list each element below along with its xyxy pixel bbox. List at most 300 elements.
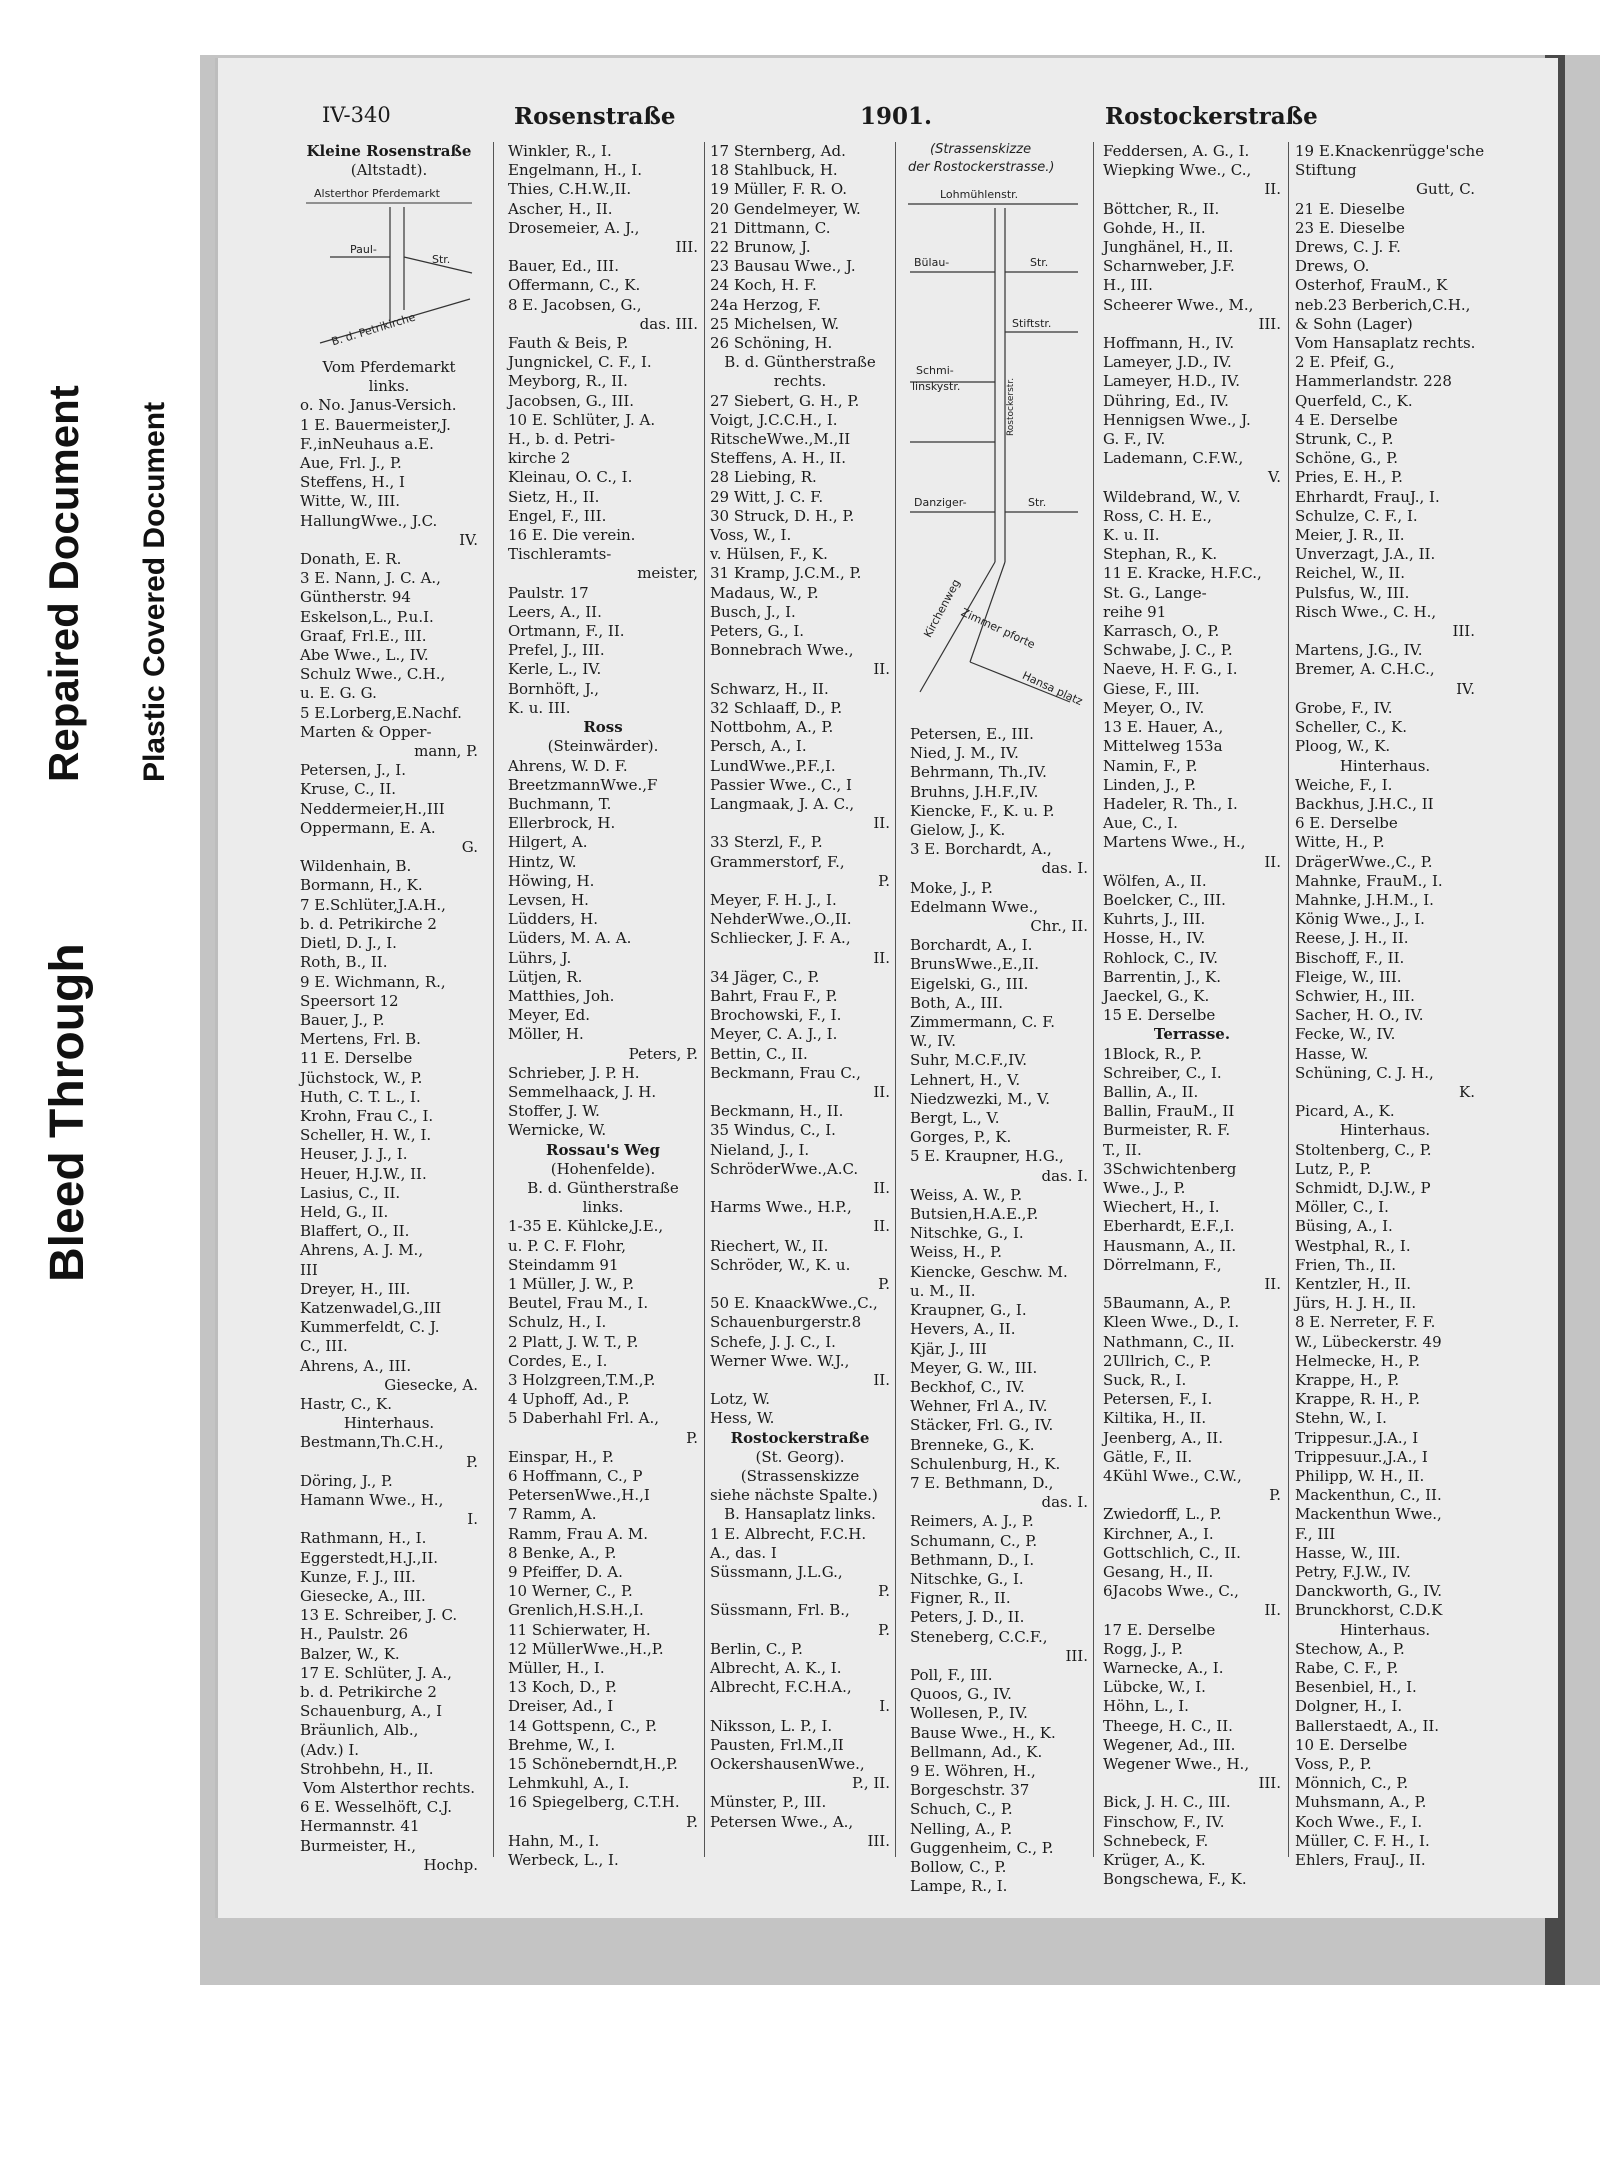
entry-line: Osterhof, FrauM., K	[1295, 276, 1448, 295]
entry-line: Theege, H. C., II.	[1103, 1716, 1233, 1735]
entry-line: Petersen, F., I.	[1103, 1390, 1213, 1409]
sketch-lohmuehlen: Lohmühlenstr.	[940, 188, 1019, 201]
entry-line: II.	[873, 1371, 890, 1389]
entry-line: Trippesuur.,J.A., I	[1295, 1447, 1428, 1466]
entry-line: Sietz, H., II.	[508, 487, 600, 506]
entry-line: Leers, A., II.	[508, 602, 602, 621]
entry-line: Hasse, W., III.	[1295, 1543, 1401, 1562]
entry-line: Zwiedorff, L., P.	[1103, 1505, 1222, 1524]
entry-line: 18 Stahlbuck, H.	[710, 161, 838, 180]
entry-line: 13 E. Hauer, A.,	[1103, 718, 1224, 737]
entry-line: PetersenWwe.,H.,I	[508, 1486, 650, 1505]
entry-line: Jaeckel, G., K.	[1103, 986, 1210, 1005]
entry-line: Marten & Opper-	[300, 722, 432, 741]
entry-line: Beckmann, Frau C.,	[710, 1063, 861, 1082]
entry-line: H., b. d. Petri-	[508, 430, 616, 449]
entry-line: Meyer, Ed.	[508, 1006, 590, 1025]
entry-line: Ehlers, FrauJ., II.	[1295, 1851, 1426, 1870]
entry-line: Mertens, Frl. B.	[300, 1030, 421, 1049]
entry-line: Kiltika, H., II.	[1103, 1409, 1207, 1428]
entry-line: Both, A., III.	[910, 993, 1003, 1012]
entry-line: Querfeld, C., K.	[1295, 391, 1413, 410]
entry-line: 1 E. Bauermeister,J.	[300, 415, 451, 434]
entry-line: Finschow, F., IV.	[1103, 1812, 1225, 1831]
rule-1	[493, 142, 494, 1857]
entry-line: 10 E. Schlüter, J. A.	[508, 410, 656, 429]
entry-line: Quoos, G., IV.	[910, 1685, 1012, 1704]
rule-5	[1288, 142, 1289, 1857]
sketch-label-top: Alsterthor Pferdemarkt	[314, 187, 440, 200]
entry-line: Steindamm 91	[508, 1255, 619, 1274]
entry-line: Schliecker, J. F. A.,	[710, 929, 851, 948]
entry-line: Chr., II.	[1030, 917, 1088, 936]
entry-line: mann, P.	[414, 742, 478, 761]
entry-line: Brehme, W., I.	[508, 1735, 616, 1754]
entry-line: 3 E. Borchardt, A.,	[910, 840, 1052, 859]
entry-line: Busch, J., I.	[710, 602, 796, 621]
entry-line: Trippesur.,J.A., I	[1295, 1428, 1419, 1447]
entry-line: Giese, F., III.	[1103, 679, 1200, 698]
entry-line: Stoltenberg, C., P.	[1295, 1140, 1432, 1159]
rule-3	[895, 142, 896, 1857]
entry-line: Dörrelmann, F.,	[1103, 1255, 1222, 1274]
entry-line: W., Lübeckerstr. 49	[1295, 1332, 1442, 1351]
entry-line: 3 Holzgreen,T.M.,P.	[508, 1371, 656, 1389]
entry-line: Scharnweber, J.F.	[1103, 257, 1235, 276]
entry-line: Kjär, J., III	[910, 1339, 987, 1358]
entry-line: Niksson, L. P., I.	[710, 1716, 833, 1735]
entry-line: Scheller, H. W., I.	[300, 1126, 432, 1145]
entry-line: Scheerer Wwe., M.,	[1103, 295, 1254, 314]
entry-line: 2 Platt, J. W. T., P.	[508, 1332, 639, 1351]
entry-line: Kleen Wwe., D., I.	[1103, 1313, 1240, 1332]
entry-line: Paulstr. 17	[508, 583, 589, 602]
entry-line: Offermann, C., K.	[508, 276, 641, 295]
entry-line: Fecke, W., IV.	[1295, 1025, 1396, 1044]
entry-line: Bethmann, D., I.	[910, 1550, 1035, 1569]
entry-line: K.	[1459, 1082, 1475, 1101]
entry-line: Steffens, H., I	[300, 473, 405, 492]
entry-line: 8 Benke, A., P.	[508, 1543, 617, 1562]
entry-line: IV.	[1456, 679, 1475, 698]
entry-line: 27 Siebert, G. H., P.	[710, 391, 860, 410]
entry-line: Figner, R., II.	[910, 1589, 1011, 1608]
entry-line: Werbeck, L., I.	[508, 1851, 619, 1870]
entry-line: Weiss, A. W., P.	[910, 1185, 1023, 1204]
entry-line: Gohde, H., II.	[1103, 218, 1206, 237]
entry-line: 24a Herzog, F.	[710, 295, 821, 314]
entry-line: Lampe, R., I.	[910, 1877, 1008, 1896]
entry-line: Lademann, C.F.W.,	[1103, 449, 1244, 468]
entry-line: Backhus, J.H.C., II	[1295, 794, 1434, 813]
entry-line: Albrecht, F.C.H.A.,	[710, 1678, 852, 1697]
entry-line: Meier, J. R., II.	[1295, 526, 1405, 545]
entry-line: Edelmann Wwe.,	[910, 897, 1039, 916]
entry-line: Höwing, H.	[508, 871, 595, 890]
entry-line: Dreiser, Ad., I	[508, 1697, 614, 1716]
repaired-document-caption: Repaired Document	[40, 385, 87, 782]
entry-line: Bestmann,Th.C.H.,	[300, 1433, 444, 1452]
entry-line: Butsien,H.A.E.,P.	[910, 1205, 1039, 1224]
entry-line: Bick, J. H. C., III.	[1103, 1793, 1231, 1812]
entry-line: Berlin, C., P.	[710, 1639, 803, 1658]
entry-line: Ballin, FrauM., II	[1103, 1102, 1235, 1121]
entry-line: HallungWwe., J.C.	[300, 511, 438, 530]
entry-line: Bauer, J., P.	[300, 1010, 385, 1029]
entry-line: II.	[873, 948, 890, 967]
entry-line: Vom Hansaplatz rechts.	[1295, 334, 1476, 353]
entry-line: 8 E. Jacobsen, G.,	[508, 295, 642, 314]
entry-line: Bormann, H., K.	[300, 876, 423, 895]
entry-line: K. u. III.	[508, 698, 571, 717]
entry-line: Prefel, J., III.	[508, 641, 605, 660]
entry-line: Wernicke, W.	[508, 1121, 607, 1140]
entry-line: Engelmann, H., I.	[508, 161, 642, 180]
sketch-zimmerpforte: Zimmer pforte	[959, 605, 1037, 652]
entry-line: Engel, F., III.	[508, 506, 607, 525]
entry-line: Heuser, J. J., I.	[300, 1145, 408, 1164]
entry-line: Mahnke, FrauM., I.	[1295, 871, 1443, 890]
entry-line: Ellerbrock, H.	[508, 814, 616, 833]
entry-line: Schwabe, J. C., P.	[1103, 641, 1233, 660]
entry-line: Bahrt, Frau F., P.	[710, 986, 838, 1005]
entry-line: Behrmann, Th.,IV.	[910, 763, 1047, 782]
entry-line: 34 Jäger, C., P.	[710, 967, 820, 986]
entry-line: 29 Witt, J. C. F.	[710, 487, 824, 506]
entry-line: V.	[1268, 468, 1281, 487]
entry-line: 35 Windus, C., I.	[710, 1121, 836, 1140]
entry-line: Bongschewa, F., K.	[1103, 1870, 1247, 1889]
entry-line: Jüchstock, W., P.	[300, 1068, 423, 1087]
bleed-through-caption: Bleed Through	[41, 943, 94, 1282]
entry-line: Kuhrts, J., III.	[1103, 910, 1206, 929]
entry-line: Voss, P., P.	[1295, 1755, 1372, 1774]
entry-line: neb.23 Berberich,C.H.,	[1295, 295, 1471, 314]
entry-line: 2 E. Pfeif, G.,	[1295, 353, 1395, 372]
entry-line: Münster, P., III.	[710, 1793, 827, 1812]
year-heading: 1901.	[860, 103, 933, 130]
entry-line: Stephan, R., K.	[1103, 545, 1218, 564]
entry-line: Graaf, Frl.E., III.	[300, 626, 427, 645]
entry-line: Petersen, J., I.	[300, 761, 406, 780]
entry-line: Beutel, Frau M., I.	[508, 1294, 649, 1313]
entry-line: Hintz, W.	[508, 852, 577, 871]
entry-line: Hahn, M., I.	[508, 1831, 600, 1850]
entry-line: Frien, Th., II.	[1295, 1255, 1397, 1274]
entry-line: Burmeister, R. F.	[1103, 1121, 1231, 1140]
entry-line: Ahrens, A. J. M.,	[300, 1241, 424, 1260]
entry-line: P.	[1269, 1486, 1281, 1505]
entry-line: Hilgert, A.	[508, 833, 588, 852]
entry-line: Peters, J. D., II.	[910, 1608, 1025, 1627]
entry-line: Ascher, H., II.	[508, 199, 613, 218]
entry-line: A., das. I	[710, 1543, 777, 1562]
entry-line: 4 Uphoff, Ad., P.	[508, 1390, 630, 1409]
entry-line: Mahnke, J.H.M., I.	[1295, 890, 1434, 909]
entry-line: Jungnickel, C. F., I.	[508, 353, 652, 372]
entry-line: Hadeler, R. Th., I.	[1103, 794, 1238, 813]
sketch-str-2: Str.	[1028, 496, 1047, 509]
entry-line: G.	[461, 838, 478, 857]
sketch-buelau: Bülau-	[914, 256, 950, 269]
entry-line: Steneberg, C.C.F.,	[910, 1627, 1048, 1646]
entry-line: Brunckhorst, C.D.K	[1295, 1601, 1443, 1620]
entry-line: 21 Dittmann, C.	[710, 218, 831, 237]
entry-line: I.	[879, 1697, 890, 1716]
entry-line: 5Baumann, A., P.	[1103, 1294, 1232, 1313]
entry-line: Sacher, H. O., IV.	[1295, 1006, 1424, 1025]
entry-line: Krohn, Frau C., I.	[300, 1106, 434, 1125]
entry-line: Kirchner, A., I.	[1103, 1524, 1214, 1543]
entry-line: Bräunlich, Alb.,	[300, 1721, 419, 1740]
entry-line: Martens Wwe., H.,	[1103, 833, 1246, 852]
entry-line: Lutz, P., P.	[1295, 1159, 1372, 1178]
sketch-label-str: Str.	[432, 253, 451, 266]
entry-line: Hinterhaus.	[343, 1414, 435, 1433]
entry-line: Aue, Frl. J., P.	[300, 454, 402, 473]
column-3	[710, 142, 890, 1857]
entry-line: Krüger, A., K.	[1103, 1851, 1206, 1870]
entry-line: Ehrhardt, FrauJ., I.	[1295, 487, 1440, 506]
entry-line: Ahrens, A., III.	[300, 1356, 412, 1375]
entry-line: Cordes, E., I.	[508, 1351, 608, 1370]
entry-line: Ploog, W., K.	[1295, 737, 1391, 756]
entry-line: Stoffer, J. W.	[508, 1102, 600, 1121]
entry-line: 5 Daberhahl Frl. A.,	[508, 1409, 660, 1428]
entry-line: Bergt, L., V.	[910, 1109, 1000, 1128]
entry-line: Kruse, C., II.	[300, 780, 397, 799]
entry-line: Semmelhaack, J. H.	[508, 1082, 657, 1101]
entry-line: kirche 2	[508, 449, 571, 468]
entry-line: Gutt, C.	[1416, 180, 1475, 199]
entry-line: & Sohn (Lager)	[1295, 314, 1413, 333]
entry-line: Schwarz, H., II.	[710, 679, 829, 698]
entry-line: Meyborg, R., II.	[508, 372, 628, 391]
entry-line: Hinterhaus.	[1339, 756, 1431, 775]
street-sketch-small	[300, 187, 478, 355]
entry-line: Müller, C. F. H., I.	[1295, 1831, 1430, 1850]
entry-line: Vom Alsterthor rechts.	[302, 1779, 476, 1798]
entry-line: Gorges, P., K.	[910, 1128, 1012, 1147]
entry-line: Kiencke, F., K. u. P.	[910, 801, 1055, 820]
entry-line: Hosse, H., IV.	[1103, 929, 1206, 948]
entry-line: Gätle, F., II.	[1103, 1447, 1193, 1466]
entry-line: Reese, J. H., II.	[1295, 929, 1409, 948]
entry-line: Lameyer, H.D., IV.	[1103, 372, 1240, 391]
entry-line: Lübcke, W., I.	[1103, 1678, 1206, 1697]
entry-line: Rogg, J., P.	[1103, 1639, 1184, 1658]
entry-line: 16 E. Die verein.	[508, 526, 636, 545]
entry-line: Eigelski, G., III.	[910, 974, 1029, 993]
sketch-schmi: Schmi-	[916, 364, 954, 377]
entry-line: Rostockerstraße	[730, 1428, 870, 1447]
entry-line: C., III.	[300, 1337, 348, 1356]
entry-line: Weiche, F., I.	[1295, 775, 1393, 794]
entry-line: Borchardt, A., I.	[910, 936, 1033, 955]
entry-line: Ramm, Frau A. M.	[508, 1524, 649, 1543]
entry-line: 13 Koch, D., P.	[508, 1678, 617, 1697]
entry-line: Gielow, J., K.	[910, 821, 1006, 840]
entry-line: 33 Sterzl, F., P.	[710, 833, 823, 852]
entry-line: B. Hansaplatz links.	[724, 1505, 876, 1524]
entry-line: 7 E.Schlüter,J.A.H.,	[300, 895, 446, 914]
entry-line: Barrentin, J., K.	[1103, 967, 1221, 986]
entry-line: LundWwe.,P.F.,I.	[710, 756, 836, 775]
entry-line: G. F., IV.	[1103, 430, 1166, 449]
entry-line: II.	[873, 1178, 890, 1197]
entry-line: Rossau's Weg	[546, 1140, 660, 1159]
entry-line: Roth, B., II.	[300, 953, 388, 972]
entry-line: 6 E. Wesselhöft, C.J.	[300, 1798, 453, 1817]
entry-line: meister,	[637, 564, 698, 583]
entry-line: Schmidt, D.J.W., P	[1295, 1178, 1431, 1197]
entry-line: Drews, O.	[1295, 257, 1370, 276]
page-number: IV-340	[322, 103, 391, 127]
entry-line: II.	[873, 660, 890, 679]
entry-line: das. I.	[1041, 1493, 1088, 1512]
entry-line: Ross, C. H. E.,	[1103, 506, 1212, 525]
entry-line: P.	[466, 1452, 478, 1471]
entry-line: Höhn, L., I.	[1103, 1697, 1189, 1716]
entry-line: Bischoff, F., II.	[1295, 948, 1405, 967]
entry-line: Schumann, C., P.	[910, 1531, 1038, 1550]
entry-line: links.	[582, 1198, 624, 1217]
sketch-str-1: Str.	[1030, 256, 1049, 269]
district-label: (Altstadt).	[350, 161, 428, 180]
entry-line: Giesecke, A., III.	[300, 1587, 426, 1605]
entry-line: Lehmkuhl, A., I.	[508, 1774, 630, 1793]
entry-line: Donath, E. R.	[300, 550, 402, 569]
entry-line: Wollesen, P., IV.	[910, 1704, 1028, 1723]
entry-line: Lüders, M. A. A.	[508, 929, 632, 948]
entry-line: 23 E. Dieselbe	[1295, 218, 1405, 237]
entry-line: 4 E. Derselbe	[1295, 410, 1398, 429]
entry-line: 1 E. Albrecht, F.C.H.	[710, 1524, 867, 1543]
entry-line: P.	[878, 1620, 890, 1639]
entry-line: Terrasse.	[1153, 1025, 1231, 1044]
entry-line: Hennigsen Wwe., J.	[1103, 410, 1251, 429]
entry-line: Huth, C. T. L., I.	[300, 1087, 421, 1106]
entry-line: Ahrens, W. D. F.	[508, 756, 628, 775]
entry-line: Möller, C., I.	[1295, 1198, 1389, 1217]
entry-line: Meyer, C. A. J., I.	[710, 1025, 838, 1044]
entry-line: Danckworth, G., IV.	[1295, 1582, 1443, 1601]
entry-line: 16 Spiegelberg, C.T.H.	[508, 1793, 680, 1812]
entry-line: Schauenburgerstr.8	[710, 1313, 862, 1332]
sketch-rostocker: Rostockerstr.	[1006, 377, 1017, 437]
entry-line: Ballin, A., II.	[1103, 1082, 1199, 1101]
entry-line: 20 Gendelmeyer, W.	[710, 199, 861, 218]
rule-4	[1093, 142, 1094, 1857]
entry-line: Nieland, J., I.	[710, 1140, 810, 1159]
entry-line: 17 E. Schlüter, J. A.,	[300, 1663, 452, 1682]
entry-line: links.	[368, 377, 410, 396]
entry-line: 3 E. Nann, J. C. A.,	[300, 569, 441, 588]
entry-line: St. G., Lange-	[1103, 583, 1207, 602]
entry-line: Risch Wwe., C. H.,	[1295, 602, 1437, 621]
entry-line: Ballerstaedt, A., II.	[1295, 1716, 1440, 1735]
entry-line: Böttcher, R., II.	[1103, 199, 1220, 218]
sketch-danziger: Danziger-	[914, 496, 967, 509]
entry-line: reihe 91	[1103, 602, 1167, 621]
entry-line: Schreiber, C., I.	[1103, 1063, 1222, 1082]
entry-line: Wegener, Ad., III.	[1103, 1735, 1236, 1754]
entry-line: Boelcker, C., III.	[1103, 890, 1226, 909]
entry-line: Krappe, H., P.	[1295, 1371, 1400, 1389]
entry-line: Büsing, A., I.	[1295, 1217, 1393, 1236]
entry-line: Petersen Wwe., A.,	[710, 1812, 854, 1831]
entry-line: u. P. C. F. Flohr,	[508, 1236, 627, 1255]
entry-line: Güntherstr. 94	[300, 588, 411, 607]
entry-line: 19 Müller, F. R. O.	[710, 180, 848, 199]
entry-line: II.	[1264, 852, 1281, 871]
entry-line: Reichel, W., II.	[1295, 564, 1405, 583]
entry-line: Hasse, W.	[1295, 1044, 1369, 1063]
entry-line: Jeenberg, A., II.	[1103, 1428, 1223, 1447]
entry-line: Hastr, C., K.	[300, 1394, 393, 1413]
entry-line: Süssmann, Frl. B.,	[710, 1601, 850, 1620]
entry-line: 32 Schlaaff, D., P.	[710, 698, 843, 717]
entry-line: III.	[1065, 1646, 1088, 1665]
side-captions	[0, 0, 200, 2177]
entry-line: Hausmann, A., II.	[1103, 1236, 1237, 1255]
entry-line: Strohbehn, H., II.	[300, 1759, 434, 1778]
entry-line: III.	[675, 238, 698, 257]
entry-line: 17 Sternberg, Ad.	[710, 142, 846, 160]
entry-line: Wildebrand, W., V.	[1103, 487, 1241, 506]
entry-line: Speersort 12	[300, 991, 399, 1010]
entry-line: 15 E. Derselbe	[1103, 1006, 1216, 1025]
entry-line: P., II.	[852, 1774, 890, 1793]
entry-line: Tischleramts-	[508, 545, 612, 564]
entry-line: Kunze, F. J., III.	[300, 1567, 416, 1586]
entry-line: Abe Wwe., L., IV.	[300, 646, 429, 665]
entry-line: Heuer, H.J.W., II.	[300, 1164, 427, 1183]
entry-line: Borgeschstr. 37	[910, 1781, 1030, 1800]
entry-line: Buchmann, T.	[508, 794, 612, 813]
entry-line: 24 Koch, H. F.	[710, 276, 817, 295]
entry-line: OckershausenWwe.,	[710, 1755, 865, 1774]
entry-line: Namin, F., P.	[1103, 756, 1198, 775]
sketch-caption-2: der Rostockerstrasse.)	[908, 160, 1055, 175]
entry-line: Bonnebrach Wwe.,	[710, 641, 854, 660]
column-1	[300, 358, 478, 1874]
entry-line: Kleinau, O. C., I.	[508, 468, 633, 487]
entry-line: Winkler, R., I.	[508, 142, 612, 160]
entry-line: Schwier, H., III.	[1295, 986, 1415, 1005]
entry-line: P.	[878, 1582, 890, 1601]
entry-line: Nitschke, G., I.	[910, 1224, 1024, 1243]
entry-line: Muhsmann, A., P.	[1295, 1793, 1427, 1812]
entry-line: III.	[1258, 1774, 1281, 1793]
entry-line: P.	[878, 1274, 890, 1293]
entry-line: B. d. Güntherstraße	[724, 353, 876, 372]
entry-line: Drosemeier, A. J.,	[508, 218, 640, 237]
entry-line: 1 Müller, J. W., P.	[508, 1274, 635, 1293]
column-5	[1103, 142, 1281, 1889]
entry-line: III.	[1452, 622, 1475, 641]
entry-line: Peters, P.	[628, 1044, 698, 1063]
entry-line: Giesecke, A.	[384, 1375, 478, 1394]
entry-line: Weiss, H., P.	[910, 1243, 1003, 1262]
street-title: Kleine Rosenstraße	[306, 142, 472, 160]
entry-line: Hermannstr. 41	[300, 1817, 420, 1836]
entry-line: Stechow, A., P.	[1295, 1639, 1405, 1658]
entry-line: Levsen, H.	[508, 890, 589, 909]
right-street-heading: Rostockerstraße	[1105, 103, 1318, 130]
entry-line: rechts.	[773, 372, 827, 391]
entry-line: T., II.	[1103, 1140, 1142, 1159]
